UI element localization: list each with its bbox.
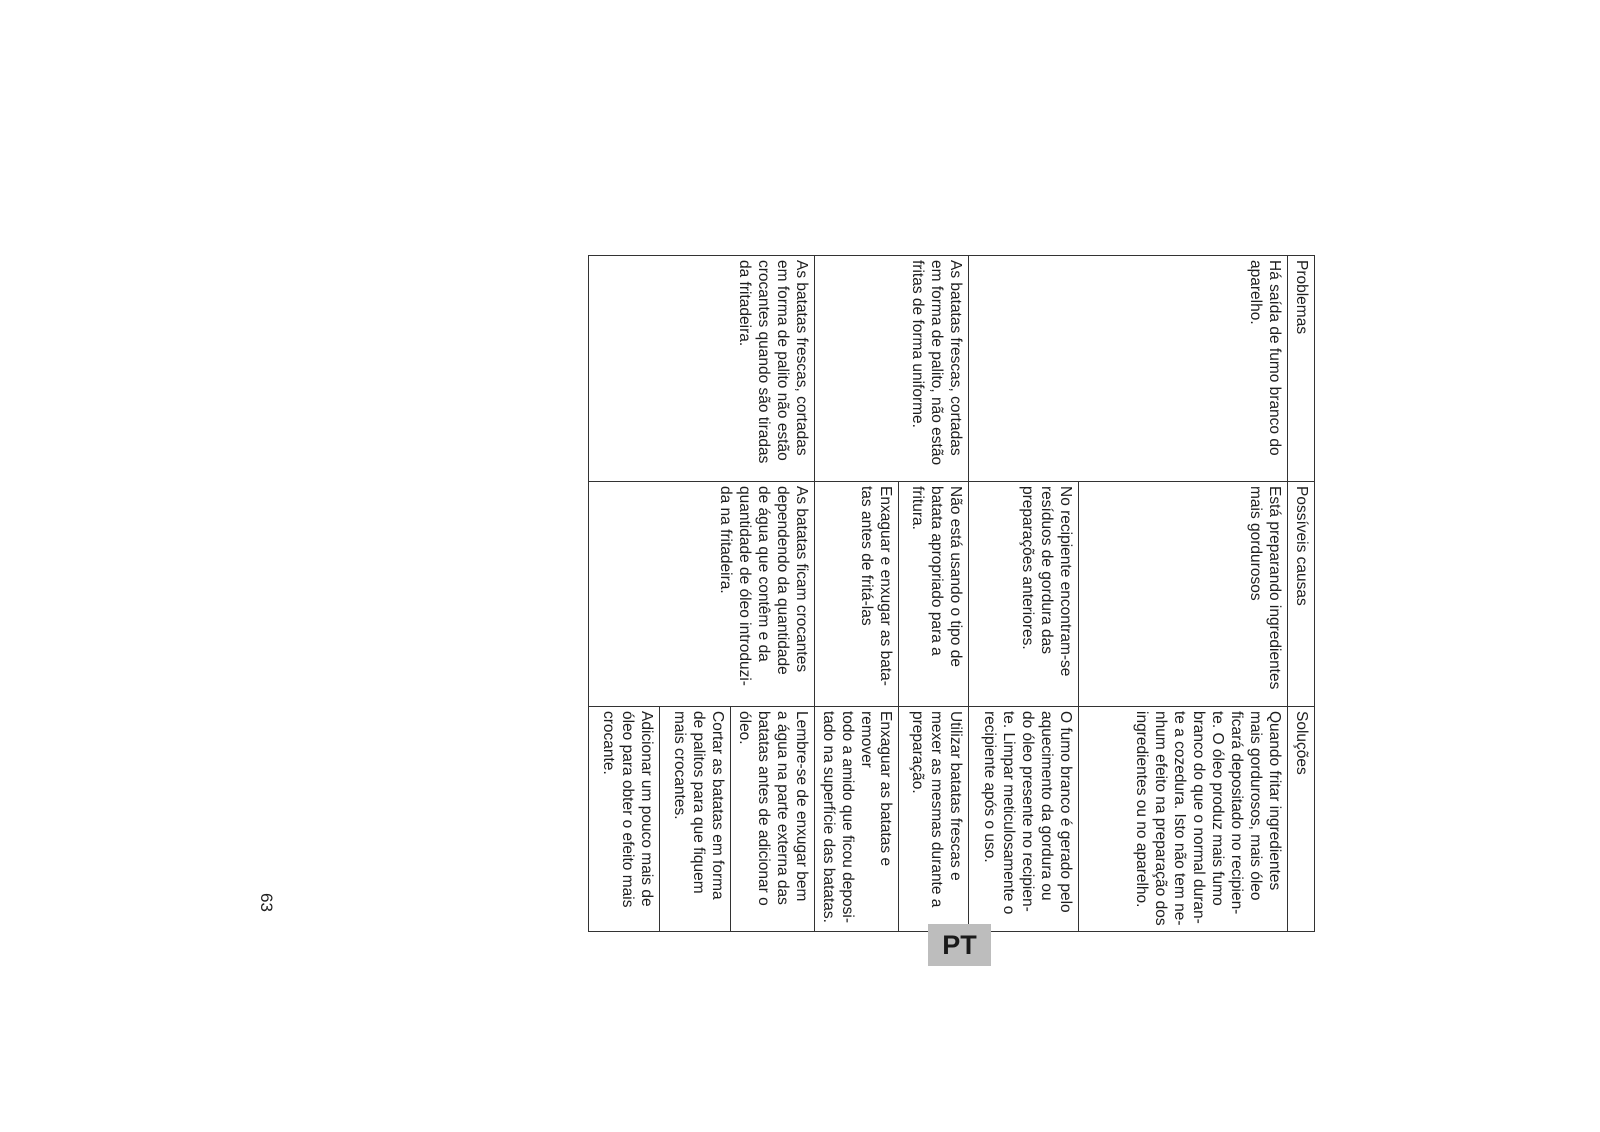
cause-cell bbox=[815, 482, 899, 707]
cause-cell bbox=[969, 482, 1079, 707]
cause-text: As batatas ficam crocantes dependendo da quantidade de água que contêm e da quantidade de óleo introduzi- da na fritadeira. bbox=[717, 486, 810, 686]
solution-text: Enxaguar as batatas e remover todo a amido que ficou deposi- tado na superfície das batatas. bbox=[820, 711, 894, 923]
cause-text: Não está usando o tipo de batata apropriado para a fritura. bbox=[909, 486, 964, 667]
solution-cell bbox=[660, 707, 731, 932]
solution-text: Adicionar um pouco mais de óleo para obter o efeito mais crocante. bbox=[600, 711, 655, 908]
language-badge: PT bbox=[928, 924, 991, 966]
header-causes: Possíveis causas bbox=[1288, 482, 1315, 707]
problem-text: Há saída de fumo branco do aparelho. bbox=[1247, 260, 1283, 456]
problem-cell bbox=[589, 256, 815, 482]
header-solutions: Soluções bbox=[1288, 707, 1315, 932]
cause-text: Está preparando ingredientes mais gordurosos bbox=[1247, 486, 1283, 690]
problem-text: As batatas frescas, cortadas em forma de palito não estão crocantes quando são tiradas da fritadeira. bbox=[736, 260, 810, 464]
troubleshooting-table bbox=[588, 255, 1315, 932]
table-row bbox=[1079, 256, 1288, 932]
problem-text: As batatas frescas, cortadas em forma de palito, não estão fritas de forma uniforme. bbox=[909, 260, 964, 466]
solution-cell bbox=[1079, 707, 1288, 932]
solution-cell bbox=[815, 707, 899, 932]
header-problems: Problemas bbox=[1288, 256, 1315, 482]
cause-text: Enxaguar e enxugar as bata- tas antes de fritá-las bbox=[858, 486, 894, 686]
solution-text: Utilizar batatas frescas e mexer as mesmas durante a preparação. bbox=[909, 711, 964, 908]
solution-text: Cortar as batatas em forma de palitos para que fiquem mais crocantes. bbox=[671, 711, 726, 900]
table-row bbox=[731, 256, 815, 932]
problem-cell bbox=[815, 256, 969, 482]
troubleshooting-table-container bbox=[600, 255, 1315, 931]
solution-cell bbox=[899, 707, 969, 932]
solution-text: Quando fritar ingredientes mais gordurosos, mais óleo ficará depositado no recipien- te. O óleo produz mais fumo branco do que o normal duran- te a cozedura. Isto não tem ne- nhum efeito na preparação dos ingredientes ou no aparelho. bbox=[1133, 711, 1283, 926]
cause-cell bbox=[899, 482, 969, 707]
solution-cell bbox=[969, 707, 1079, 932]
problem-cell bbox=[969, 256, 1288, 482]
cause-text: No recipiente encontram-se resíduos de gordura das preparações anteriores. bbox=[1019, 486, 1074, 677]
solution-text: Lembre-se de enxugar bem a água na parte externa das batatas antes de adicionar o óleo. bbox=[736, 711, 810, 906]
solution-cell bbox=[731, 707, 815, 932]
cause-cell bbox=[589, 482, 815, 707]
cause-cell bbox=[1079, 482, 1288, 707]
table-header-row bbox=[1288, 256, 1315, 932]
solution-cell bbox=[589, 707, 660, 932]
table-row bbox=[899, 256, 969, 932]
page-number: 63 bbox=[257, 893, 276, 912]
solution-text: O fumo branco é gerado pelo aquecimento da gordura ou do óleo presente no recipien- te. Limpar meticulosamente o recipiente após o uso. bbox=[981, 711, 1074, 915]
